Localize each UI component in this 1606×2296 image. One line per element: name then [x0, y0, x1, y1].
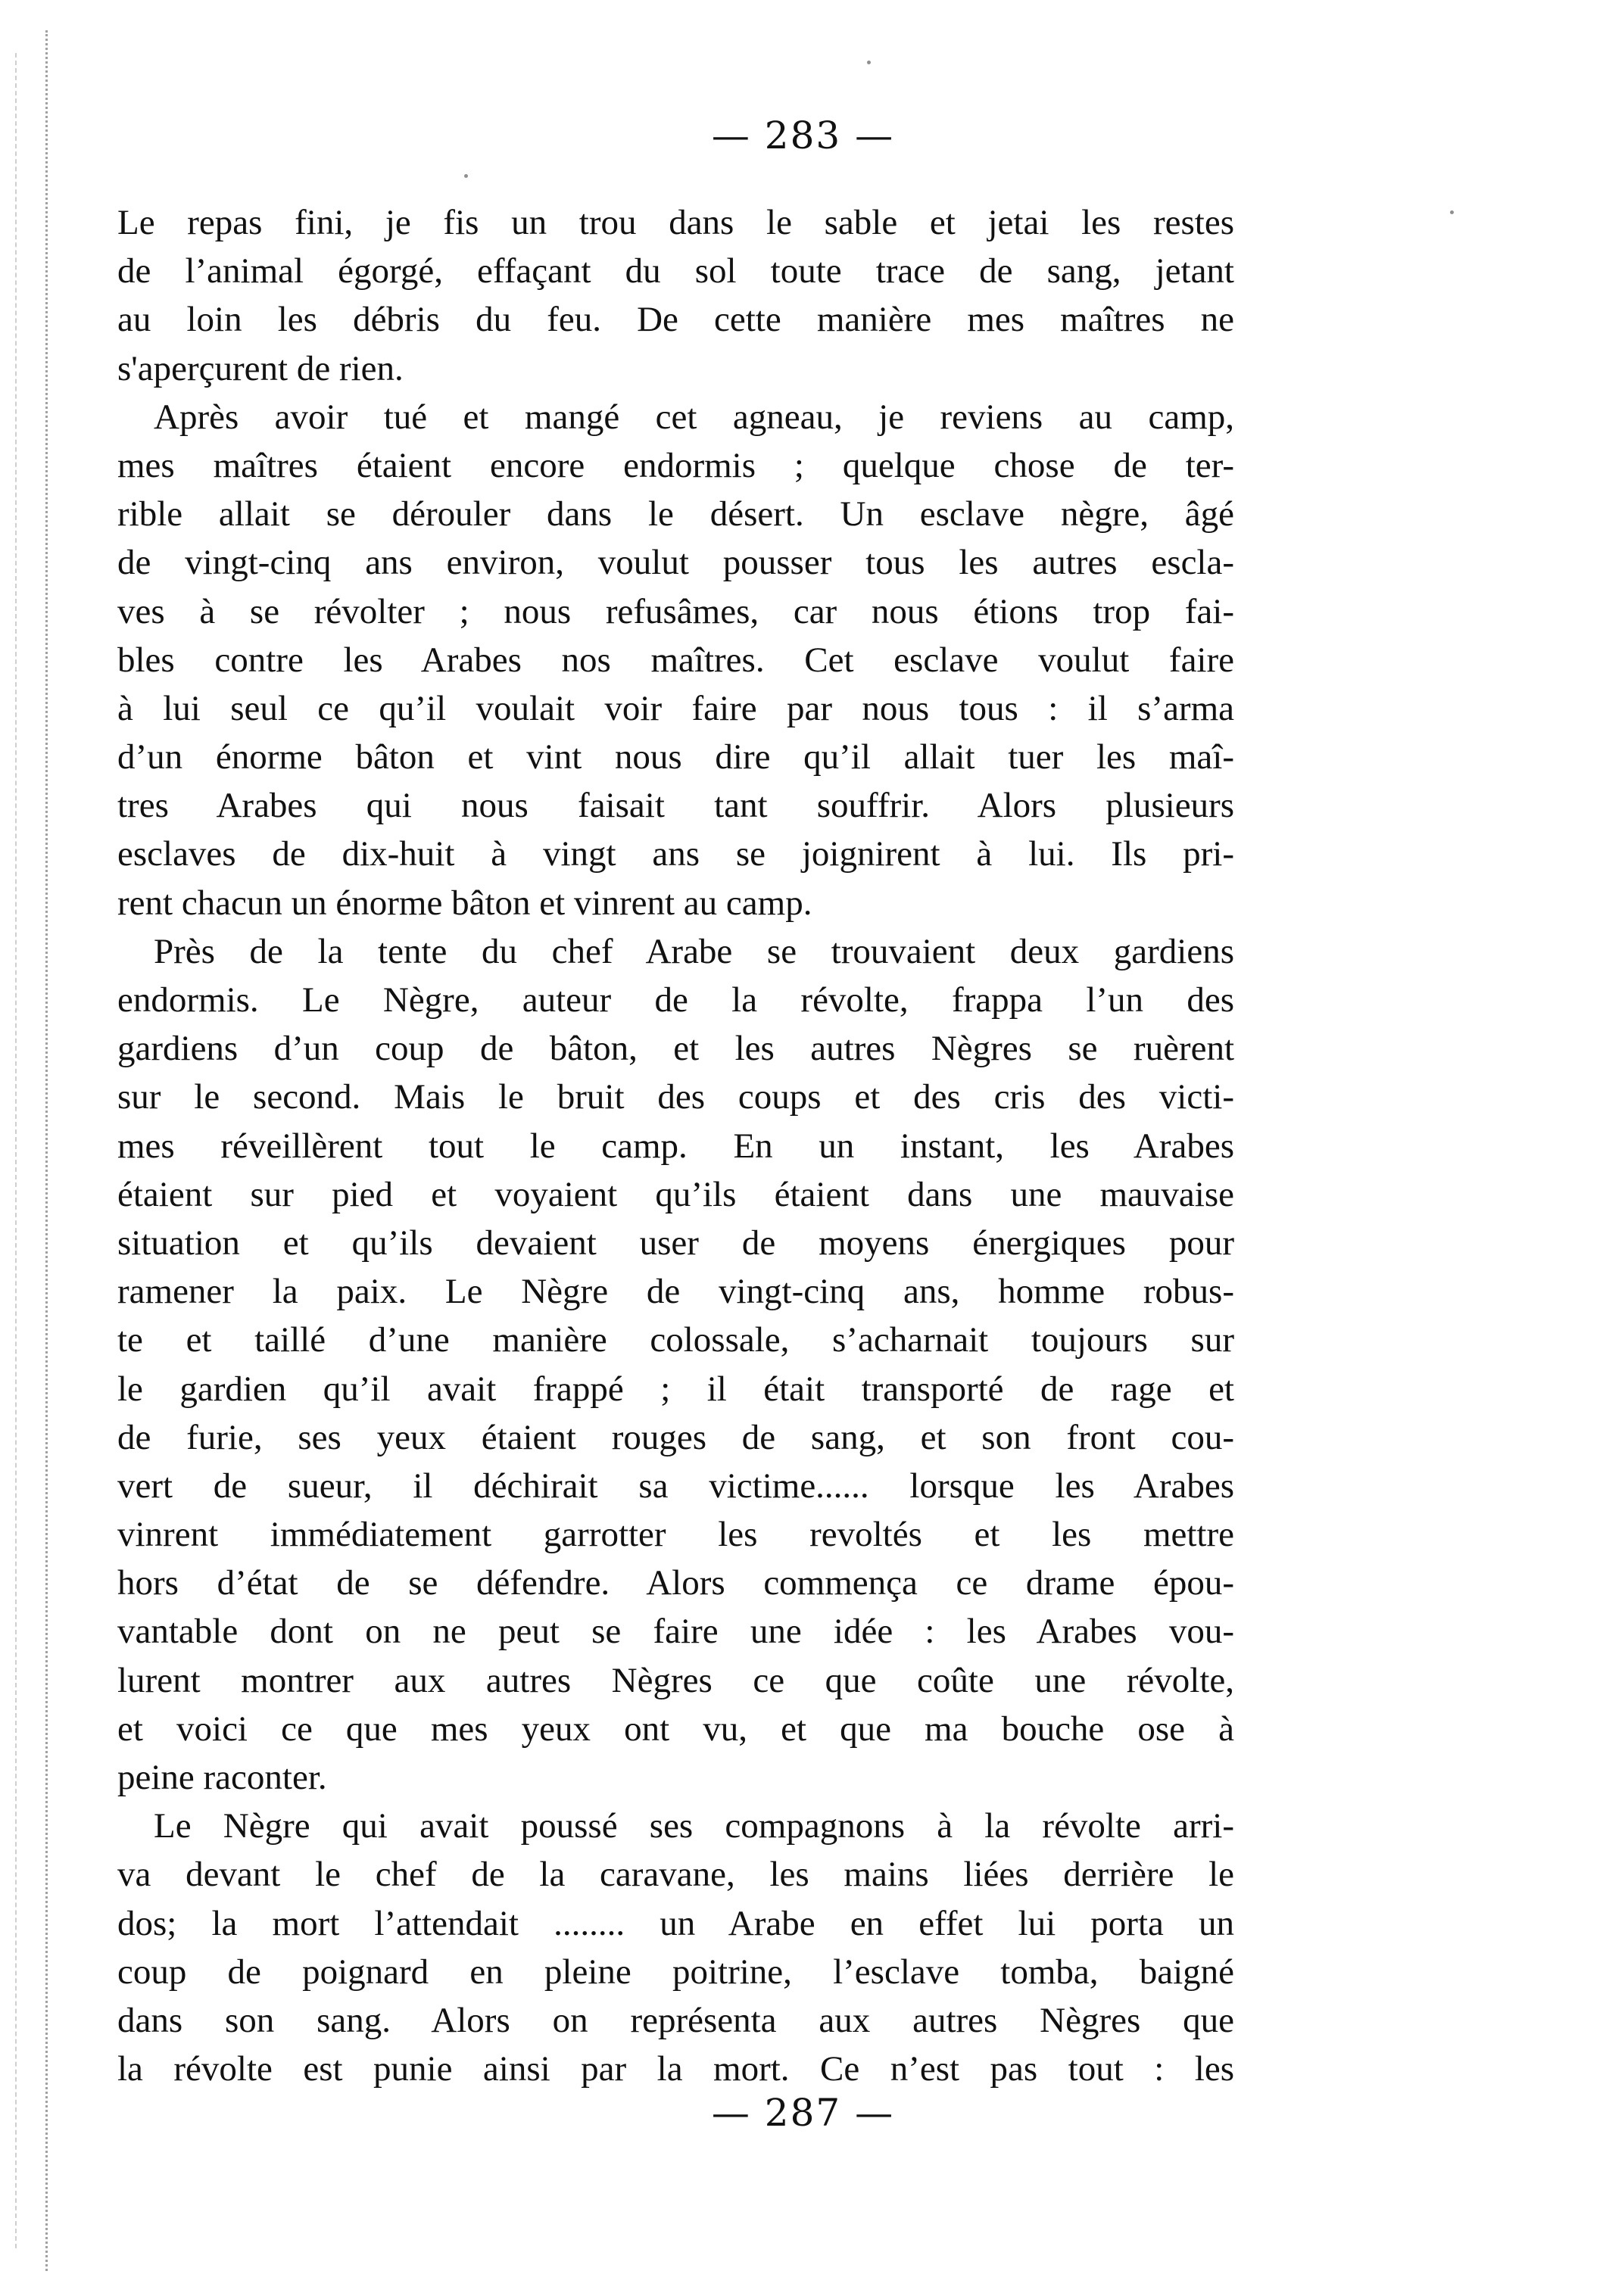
text-line: mes maîtres étaient encore endormis ; quelque chose de ter- [117, 445, 1234, 485]
paragraph [117, 1802, 1234, 2093]
text-line: s'aperçurent de rien. [117, 348, 404, 388]
text-line: Le Nègre qui avait poussé ses compagnons à la révolte arri- [154, 1806, 1234, 1846]
text-line: et voici ce que mes yeux ont vu, et que ma bouche ose à [117, 1709, 1234, 1749]
text-line: bles contre les Arabes nos maîtres. Cet esclave voulut faire [117, 640, 1234, 680]
text-line: à lui seul ce qu’il voulait voir faire par nous tous : il s’arma [117, 688, 1234, 728]
binding-edge-mark-outer [15, 53, 21, 2248]
text-line: situation et qu’ils devaient user de moyens énergiques pour [117, 1223, 1234, 1263]
text-line: Le repas fini, je fis un trou dans le sable et jetai les restes [117, 203, 1234, 242]
paragraph [117, 198, 1234, 393]
text-line: rent chacun un énorme bâton et vinrent au camp. [117, 883, 812, 923]
text-line: rible allait se dérouler dans le désert. Un esclave nègre, âgé [117, 494, 1234, 534]
print-speck [464, 174, 468, 178]
text-line: ves à se révolter ; nous refusâmes, car nous étions trop fai- [117, 591, 1234, 631]
text-line: Près de la tente du chef Arabe se trouvaient deux gardiens [154, 931, 1234, 971]
text-line: Après avoir tué et mangé cet agneau, je reviens au camp, [154, 397, 1234, 437]
text-line: de l’animal égorgé, effaçant du sol toute trace de sang, jetant [117, 251, 1234, 291]
text-line: de furie, ses yeux étaient rouges de sang, et son front cou- [117, 1417, 1234, 1457]
text-line: mes réveillèrent tout le camp. En un instant, les Arabes [117, 1126, 1234, 1166]
text-line: vert de sueur, il déchirait sa victime...... lorsque les Arabes [117, 1466, 1234, 1506]
text-line: la révolte est punie ainsi par la mort. Ce n’est pas tout : les [117, 2049, 1234, 2089]
text-line: te et taillé d’une manière colossale, s’acharnait toujours sur [117, 1320, 1234, 1360]
text-line: au loin les débris du feu. De cette manière mes maîtres ne [117, 300, 1234, 340]
text-line: le gardien qu’il avait frappé ; il était transporté de rage et [117, 1369, 1234, 1409]
print-speck [867, 61, 871, 64]
page-number-top: — 283 — [711, 114, 895, 157]
text-line: esclaves de dix-huit à vingt ans se joignirent à lui. Ils pri- [117, 834, 1234, 874]
print-speck [1450, 210, 1454, 214]
paragraph [117, 927, 1234, 1802]
text-line: coup de poignard en pleine poitrine, l’esclave tomba, baigné [117, 1952, 1234, 1992]
paragraph [117, 393, 1234, 927]
binding-edge-mark [45, 30, 55, 2271]
page-number-bottom: — 287 — [711, 2091, 895, 2135]
text-line: peine raconter. [117, 1758, 327, 1797]
text-line: lurent montrer aux autres Nègres ce que coûte une révolte, [117, 1660, 1234, 1700]
text-line: hors d’état de se défendre. Alors commença ce drame épou- [117, 1563, 1234, 1603]
text-line: étaient sur pied et voyaient qu’ils étaient dans une mauvaise [117, 1174, 1234, 1214]
text-line: vinrent immédiatement garrotter les revoltés et les mettre [117, 1515, 1234, 1555]
text-line: va devant le chef de la caravane, les mains liées derrière le [117, 1855, 1234, 1895]
text-line: gardiens d’un coup de bâton, et les autres Nègres se ruèrent [117, 1029, 1234, 1069]
text-line: vantable dont on ne peut se faire une idée : les Arabes vou- [117, 1612, 1234, 1652]
text-line: dans son sang. Alors on représenta aux autres Nègres que [117, 2000, 1234, 2040]
text-line: de vingt-cinq ans environ, voulut pousser tous les autres escla- [117, 543, 1234, 583]
text-line: dos; la mort l’attendait ........ un Arabe en effet lui porta un [117, 1903, 1234, 1943]
text-line: sur le second. Mais le bruit des coups et des cris des victi- [117, 1077, 1234, 1117]
text-line: tres Arabes qui nous faisait tant souffrir. Alors plusieurs [117, 786, 1234, 826]
text-line: endormis. Le Nègre, auteur de la révolte, frappa l’un des [117, 980, 1234, 1020]
text-line: d’un énorme bâton et vint nous dire qu’il allait tuer les maî- [117, 737, 1234, 777]
text-line: ramener la paix. Le Nègre de vingt-cinq ans, homme robus- [117, 1272, 1234, 1312]
body-text [117, 198, 1234, 2093]
